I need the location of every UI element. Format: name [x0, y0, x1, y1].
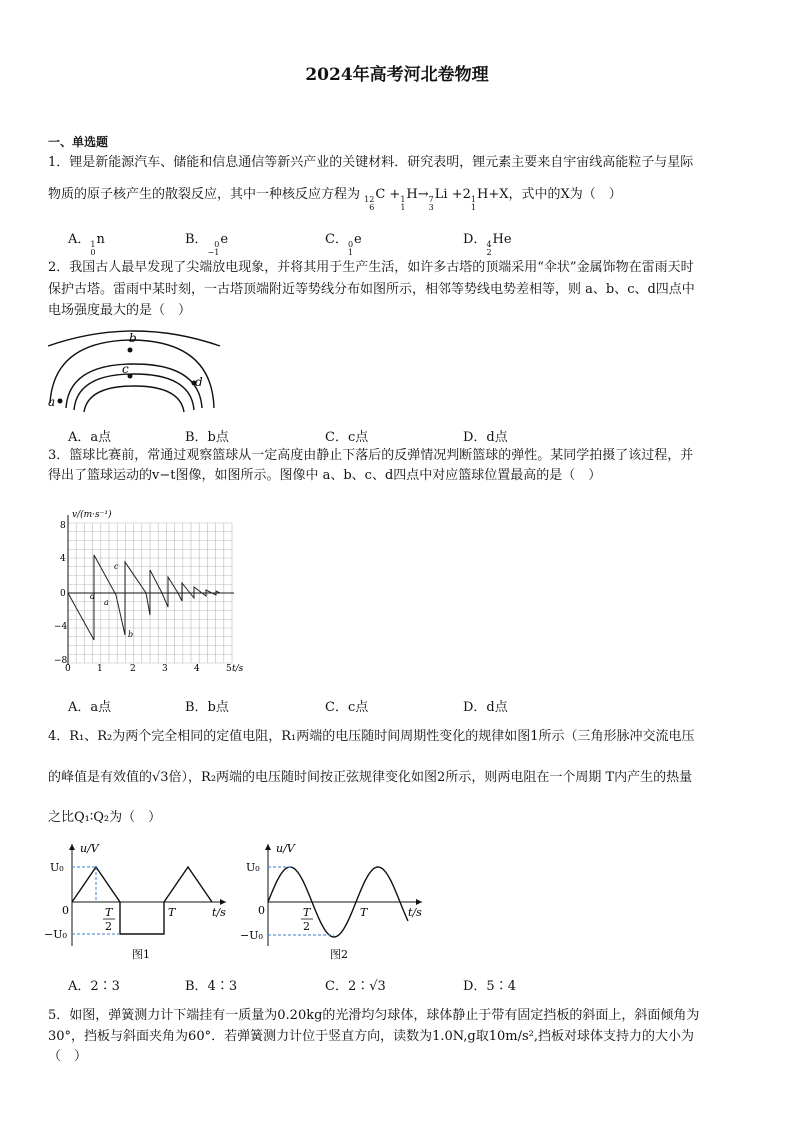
q3-line1: 3．篮球比赛前，常通过观察篮球从一定高度由静止下落后的反弹情况判断篮球的弹性。某同学拍摄了该过程，并: [48, 448, 694, 463]
q4-figure1: [44, 838, 234, 963]
label-a: a: [48, 395, 56, 409]
q2-option-b[interactable]: B．b点: [185, 430, 229, 445]
fig1-origin: 0: [62, 904, 69, 917]
q2-equipotential-figure: [44, 328, 224, 418]
ytick-neg4: −4: [54, 622, 68, 632]
q2-line3: 电场强度最大的是（ ）: [48, 303, 192, 318]
q4-option-a[interactable]: A．2∶3: [68, 979, 120, 994]
section-heading: 一、单选题: [48, 135, 109, 149]
q1-option-b[interactable]: B． 0 −1 e: [185, 232, 229, 257]
point-c: c: [114, 562, 119, 571]
q1-line2: 物质的原子核产生的散裂反应，其中一种核反应方程为 12 6 C + 1 1 H→ 7 3 Li +2 1 1 H+X，式中的X为（ ）: [48, 187, 622, 212]
point-b: b: [128, 630, 134, 639]
ytick-8: 8: [60, 521, 66, 531]
q3-option-b[interactable]: B．b点: [185, 700, 229, 715]
q2-line2: 保护古塔。雷雨中某时刻，一古塔顶端附近等势线分布如图所示，相邻等势线电势差相等，则 a、b、c、d四点中: [48, 282, 695, 297]
fig1-u0: U₀: [50, 861, 64, 874]
fig2-thalf-num: T: [303, 906, 311, 919]
xtick-2: 2: [130, 664, 136, 674]
fig1-thalf-den: 2: [105, 920, 112, 933]
xtick-1: 1: [97, 664, 103, 674]
ytick-4: 4: [60, 554, 66, 564]
q3-option-d[interactable]: D．d点: [463, 700, 508, 715]
q2-option-d[interactable]: D．d点: [463, 430, 508, 445]
label-b: b: [129, 331, 137, 345]
q4-option-d[interactable]: D．5∶4: [463, 979, 516, 994]
q4-line1: 4．R₁、R₂为两个完全相同的定值电阻，R₁两端的电压随时间周期性变化的规律如图1所示（三角形脉冲交流电压: [48, 729, 695, 744]
q5-line2: 30°，挡板与斜面夹角为60°．若弹簧测力计位于竖直方向，读数为1.0N,g取10m/s²,挡板对球体支持力的大小为: [48, 1029, 695, 1044]
fig2-ylabel: u/V: [276, 842, 295, 855]
q4-line2: 的峰值是有效值的√3倍），R₂两端的电压随时间按正弦规律变化如图2所示，则两电阻在一个周期 T内产生的热量: [48, 770, 693, 785]
fig1-caption: 图1: [132, 948, 150, 961]
q1-option-a[interactable]: A． 1 0 n: [68, 232, 105, 257]
point-d: d: [90, 592, 96, 601]
q3-xlabel: t/s: [232, 664, 244, 674]
point-a: a: [104, 598, 109, 607]
q4-option-c[interactable]: C．2∶√3: [325, 979, 386, 994]
q5-line1: 5．如图，弹簧测力计下端挂有一质量为0.20kg的光滑均匀球体，球体静止于带有固定挡板的斜面上，斜面倾角为: [48, 1008, 700, 1023]
fig2-thalf-den: 2: [303, 920, 310, 933]
fig2-neg-u0: −U₀: [240, 929, 263, 942]
label-c: c: [122, 362, 129, 376]
q5-line3: （ ）: [48, 1049, 88, 1064]
q1-option-d[interactable]: D． 4 2 He: [463, 232, 512, 257]
fig1-ylabel: u/V: [80, 842, 99, 855]
label-d: d: [195, 375, 203, 389]
q3-option-c[interactable]: C．c点: [325, 700, 369, 715]
q2-line1: 2．我国古人最早发现了尖端放电现象，并将其用于生产生活，如许多古塔的顶端采用“伞状”金属饰物在雷雨天时: [48, 260, 694, 275]
xtick-3: 3: [162, 664, 168, 674]
page-title: 2024年高考河北卷物理: [305, 65, 489, 85]
fig2-u0: U₀: [246, 861, 260, 874]
q4-option-b[interactable]: B．4∶3: [185, 979, 238, 994]
q2-option-a[interactable]: A．a点: [68, 430, 112, 445]
fig1-tfull: T: [168, 906, 176, 919]
ytick-neg8: −8: [54, 656, 68, 666]
q1-option-c[interactable]: C． 0 1 e: [325, 232, 362, 257]
q4-line3: 之比Q₁∶Q₂为（ ）: [48, 810, 162, 825]
xtick-4: 4: [194, 664, 200, 674]
fig1-neg-u0: −U₀: [44, 928, 67, 941]
q1-line1: 1．锂是新能源汽车、储能和信息通信等新兴产业的关键材料．研究表明，锂元素主要来自宇宙线高能粒子与星际: [48, 155, 694, 170]
fig2-caption: 图2: [330, 948, 348, 961]
q3-line2: 得出了篮球运动的v−t图像，如图所示。图像中 a、b、c、d四点中对应篮球位置最高的是（ ）: [48, 468, 602, 483]
fig2-origin: 0: [258, 904, 265, 917]
xtick-0: 0: [65, 664, 71, 674]
xtick-5: 5: [226, 664, 232, 674]
fig2-xlabel: t/s: [408, 906, 422, 919]
fig2-tfull: T: [360, 906, 368, 919]
q2-option-c[interactable]: C．c点: [325, 430, 369, 445]
q3-ylabel: v/(m·s⁻¹): [72, 510, 112, 520]
ytick-0: 0: [60, 589, 66, 599]
fig1-thalf-num: T: [105, 906, 113, 919]
q3-vt-graph: [50, 505, 250, 675]
q4-figure2: [240, 838, 430, 963]
q3-option-a[interactable]: A．a点: [68, 700, 112, 715]
fig1-xlabel: t/s: [212, 906, 226, 919]
